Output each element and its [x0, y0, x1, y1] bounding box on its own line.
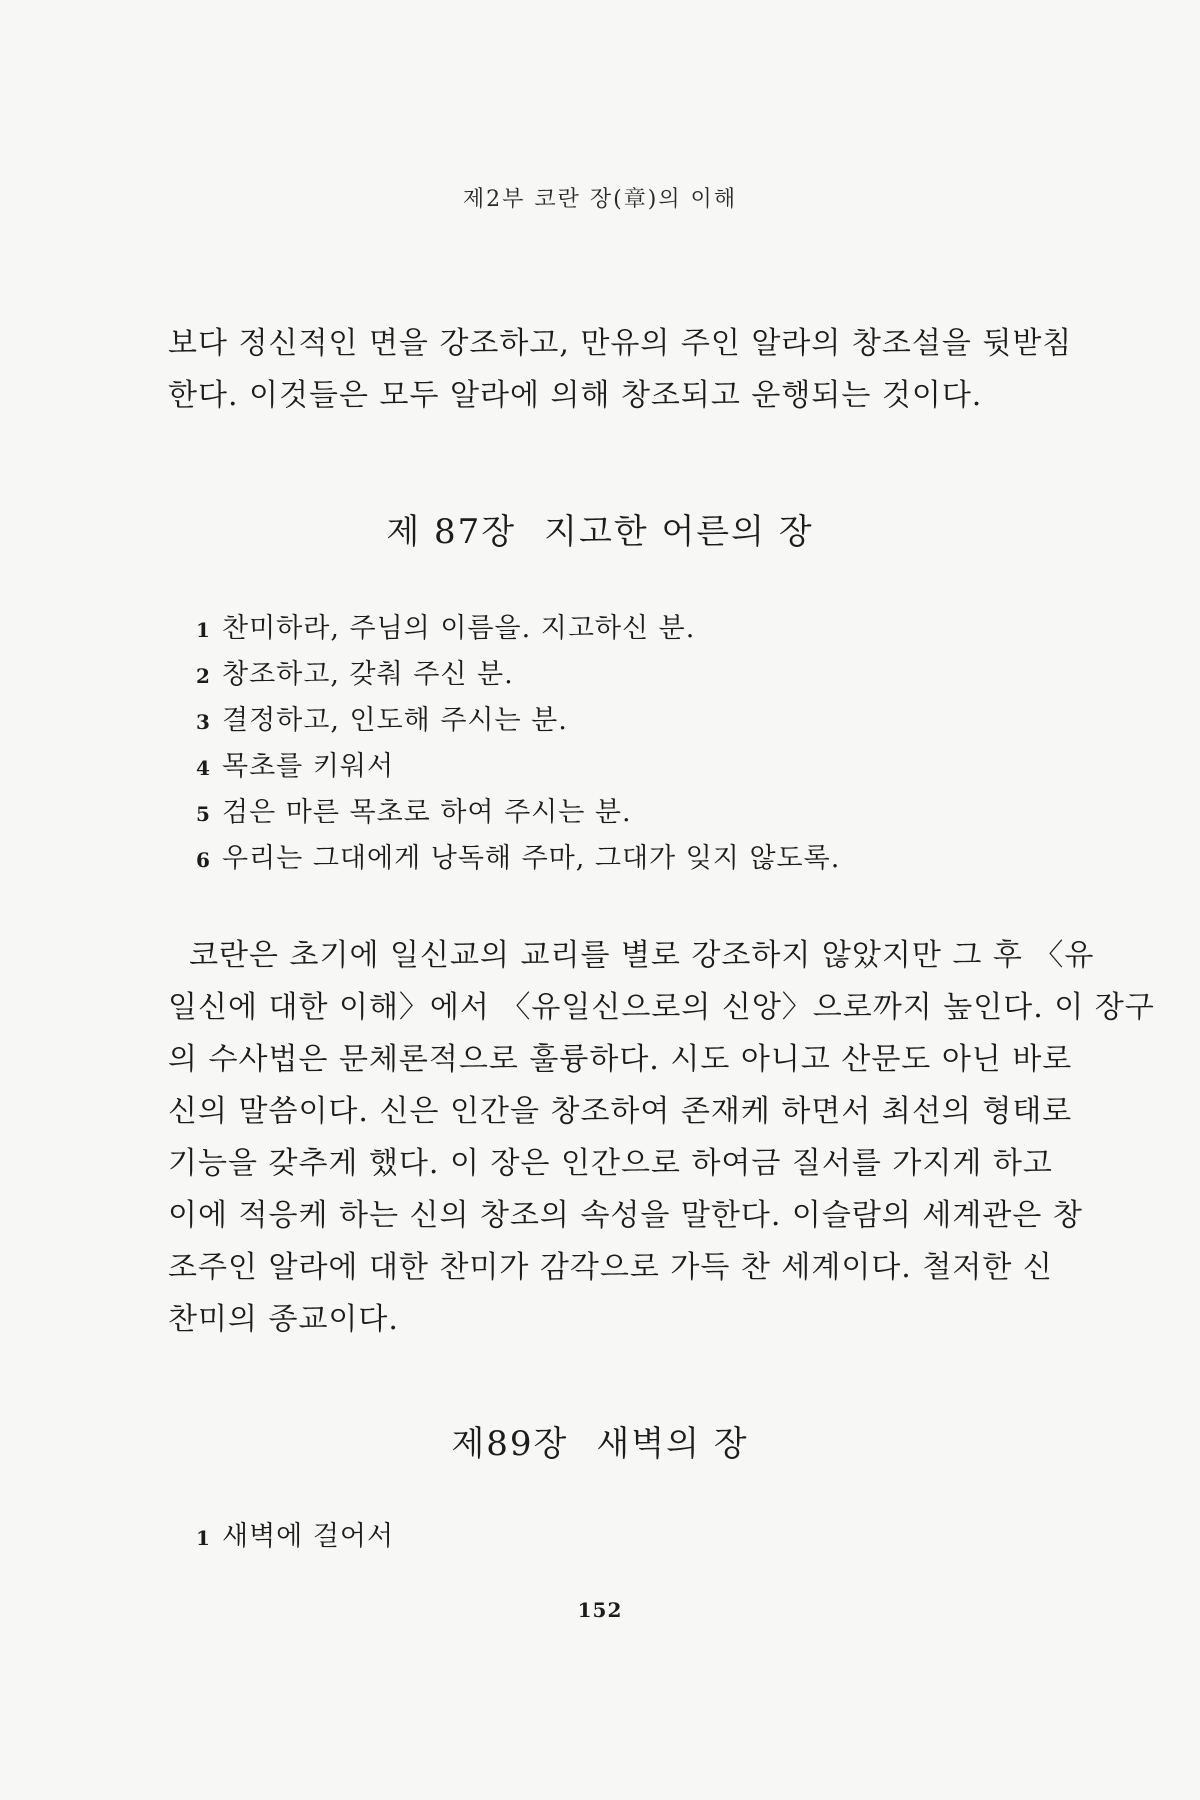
- paragraph-line: 조주인 알라에 대한 찬미가 감각으로 가득 찬 세계이다. 철저한 신: [168, 1250, 1053, 1285]
- verse-number: 2: [196, 664, 211, 688]
- paragraph-line: 보다 정신적인 면을 강조하고, 만유의 주인 알라의 창조설을 뒷받침: [168, 326, 1073, 361]
- verse-text: 검은 마른 목초로 하여 주시는 분.: [222, 797, 632, 828]
- verse-item: [196, 1514, 394, 1560]
- verse-item: [196, 652, 840, 698]
- commentary-paragraph: [168, 930, 1155, 1346]
- paragraph-line: 일신에 대한 이해〉에서 〈유일신으로의 신앙〉으로까지 높인다. 이 장구: [168, 990, 1155, 1025]
- verse-text: 우리는 그대에게 낭독해 주마, 그대가 잊지 않도록.: [222, 843, 841, 874]
- verse-number: 5: [196, 802, 211, 826]
- paragraph-line: 찬미의 종교이다.: [168, 1302, 399, 1337]
- intro-paragraph: [168, 318, 1073, 422]
- verse-item: [196, 744, 840, 790]
- verse-item: [196, 606, 840, 652]
- chapter-89-heading: [0, 1416, 1200, 1465]
- paragraph-line: 기능을 갖추게 했다. 이 장은 인간으로 하여금 질서를 가지게 하고: [168, 1146, 1053, 1181]
- verse-number: 3: [196, 710, 211, 734]
- verse-text: 찬미하라, 주님의 이름을. 지고하신 분.: [222, 613, 696, 644]
- verse-text: 목초를 키워서: [222, 751, 395, 782]
- verse-text: 새벽에 걸어서: [222, 1521, 395, 1552]
- chapter-title: 지고한 어른의 장: [544, 512, 814, 552]
- paragraph-line: 코란은 초기에 일신교의 교리를 별로 강조하지 않았지만 그 후 〈유: [168, 938, 1095, 973]
- verse-number: 1: [196, 618, 211, 642]
- verse-number: 1: [196, 1526, 211, 1550]
- paragraph-line: 이에 적응케 하는 신의 창조의 속성을 말한다. 이슬람의 세계관은 창: [168, 1198, 1083, 1233]
- chapter-87-verse-list: [196, 606, 840, 882]
- paragraph-line: 한다. 이것들은 모두 알라에 의해 창조되고 운행되는 것이다.: [168, 378, 983, 413]
- verse-text: 창조하고, 갖춰 주신 분.: [222, 659, 514, 690]
- chapter-number: 제89장: [451, 1424, 569, 1464]
- verse-item: [196, 790, 840, 836]
- verse-item: [196, 836, 840, 882]
- paragraph-line: 신의 말씀이다. 신은 인간을 창조하여 존재케 하면서 최선의 형태로: [168, 1094, 1073, 1129]
- page-number: 152: [577, 1598, 623, 1622]
- running-header: 제2부 코란 장(章)의 이해: [462, 187, 738, 212]
- verse-text: 결정하고, 인도해 주시는 분.: [222, 705, 568, 736]
- verse-number: 4: [196, 756, 211, 780]
- paragraph-line: 의 수사법은 문체론적으로 훌륭하다. 시도 아니고 산문도 아닌 바로: [168, 1042, 1073, 1077]
- chapter-87-heading: [0, 504, 1200, 553]
- verse-number: 6: [196, 848, 211, 872]
- chapter-89-verse-list: [196, 1514, 394, 1560]
- chapter-number: 제 87장: [386, 512, 517, 552]
- chapter-title: 새벽의 장: [596, 1424, 749, 1464]
- verse-item: [196, 698, 840, 744]
